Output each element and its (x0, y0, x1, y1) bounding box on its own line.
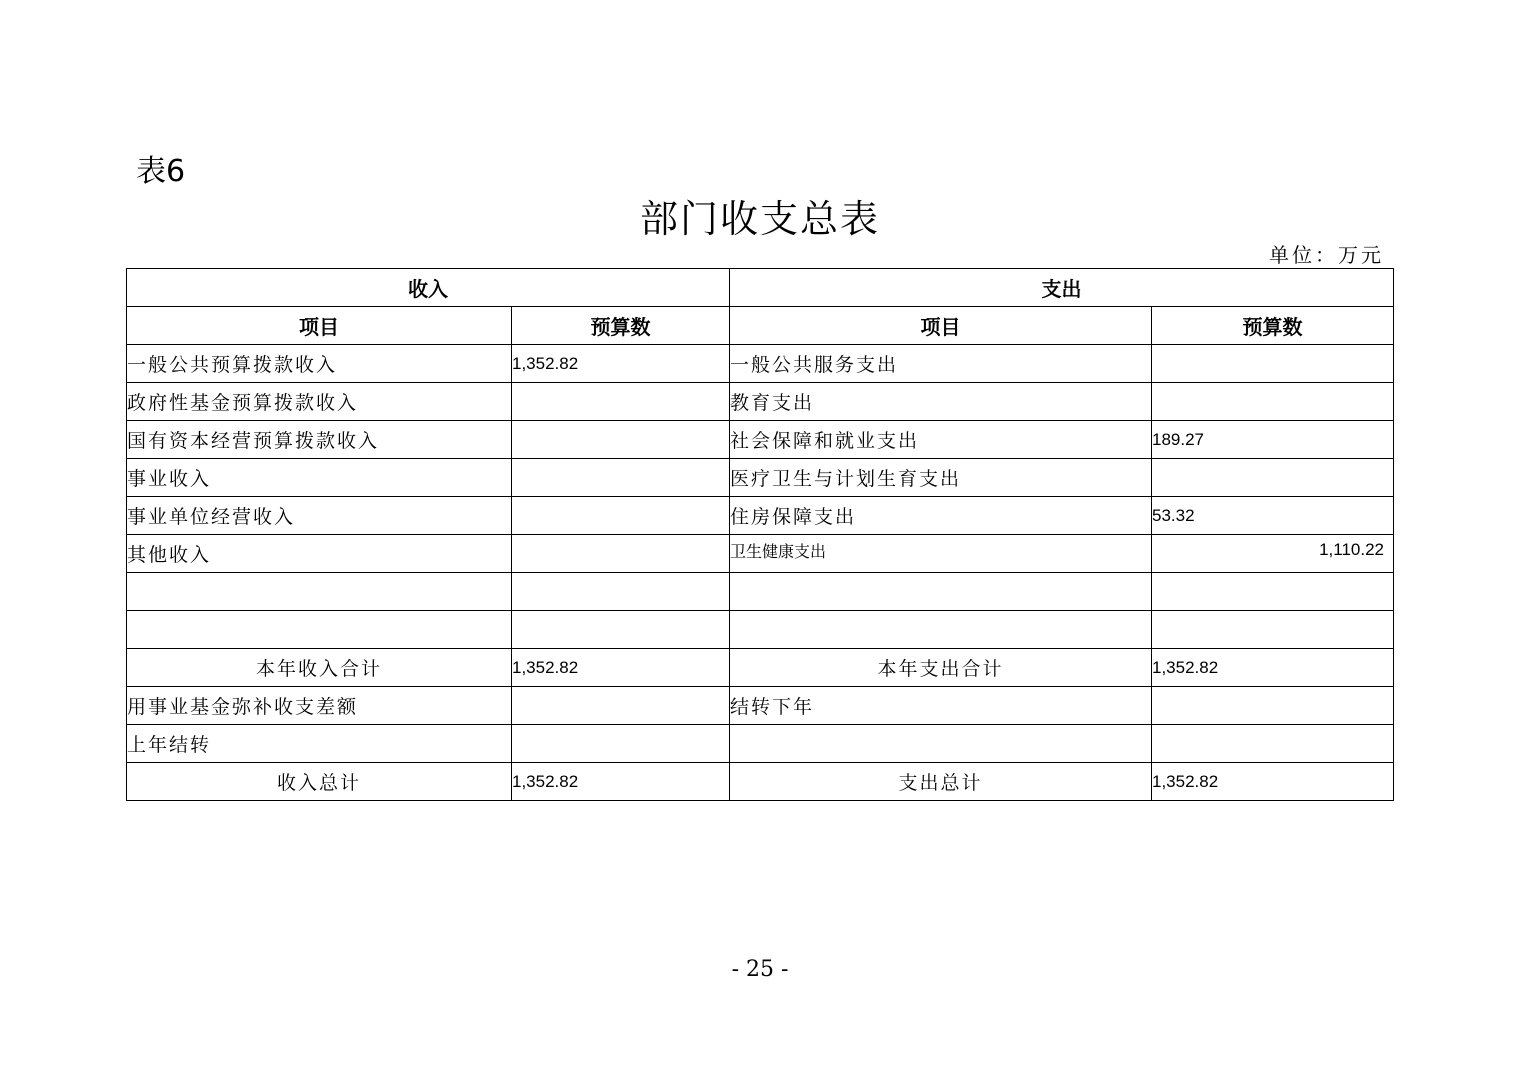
income-item: 事业收入 (127, 459, 512, 497)
table-row (127, 345, 1394, 383)
income-value (512, 535, 730, 573)
income-value: 1,352.82 (512, 649, 730, 687)
income-value (512, 687, 730, 725)
expense-value: 1,110.22 (1152, 535, 1394, 573)
table-row (127, 611, 1394, 649)
unit-label: 单位：万元 (1269, 243, 1384, 267)
expense-value (1152, 725, 1394, 763)
table-row (127, 687, 1394, 725)
expense-value: 1,352.82 (1152, 763, 1394, 801)
table-row (127, 763, 1394, 801)
expense-value: 1,352.82 (1152, 649, 1394, 687)
income-item (127, 611, 512, 649)
expense-item: 教育支出 (730, 383, 1152, 421)
expense-item: 社会保障和就业支出 (730, 421, 1152, 459)
expense-item (730, 611, 1152, 649)
expense-item (730, 573, 1152, 611)
expense-value: 53.32 (1152, 497, 1394, 535)
income-item: 国有资本经营预算拨款收入 (127, 421, 512, 459)
table-row (127, 573, 1394, 611)
table-row (127, 421, 1394, 459)
page-title: 部门收支总表 (639, 197, 880, 241)
income-budget-header: 预算数 (512, 307, 730, 345)
table-row (127, 725, 1394, 763)
income-item: 本年收入合计 (127, 649, 512, 687)
table-label: 表6 (136, 154, 186, 189)
expense-item (730, 725, 1152, 763)
expense-value (1152, 611, 1394, 649)
expense-item: 一般公共服务支出 (730, 345, 1152, 383)
income-item: 政府性基金预算拨款收入 (127, 383, 512, 421)
income-value (512, 497, 730, 535)
group-header-row (127, 269, 1394, 307)
income-value (512, 611, 730, 649)
income-item: 收入总计 (127, 763, 512, 801)
income-item: 用事业基金弥补收支差额 (127, 687, 512, 725)
expense-value: 189.27 (1152, 421, 1394, 459)
expense-item: 本年支出合计 (730, 649, 1152, 687)
expense-item: 住房保障支出 (730, 497, 1152, 535)
income-item: 一般公共预算拨款收入 (127, 345, 512, 383)
income-item-header: 项目 (127, 307, 512, 345)
table-row (127, 649, 1394, 687)
expense-value (1152, 383, 1394, 421)
income-value (512, 421, 730, 459)
budget-table (126, 268, 1394, 801)
expense-header: 支出 (730, 269, 1394, 307)
column-header-row (127, 307, 1394, 345)
income-item: 上年结转 (127, 725, 512, 763)
expense-item: 支出总计 (730, 763, 1152, 801)
expense-value (1152, 345, 1394, 383)
income-value: 1,352.82 (512, 763, 730, 801)
expense-item-header: 项目 (730, 307, 1152, 345)
income-item (127, 573, 512, 611)
income-item: 其他收入 (127, 535, 512, 573)
income-item: 事业单位经营收入 (127, 497, 512, 535)
table-row (127, 497, 1394, 535)
income-value (512, 459, 730, 497)
page-number: - 25 - (731, 957, 789, 982)
expense-budget-header: 预算数 (1152, 307, 1394, 345)
expense-item: 结转下年 (730, 687, 1152, 725)
expense-value (1152, 573, 1394, 611)
expense-item: 医疗卫生与计划生育支出 (730, 459, 1152, 497)
income-value: 1,352.82 (512, 345, 730, 383)
table-row (127, 383, 1394, 421)
income-value (512, 573, 730, 611)
income-header: 收入 (127, 269, 730, 307)
table-row (127, 459, 1394, 497)
table-row (127, 535, 1394, 573)
income-value (512, 383, 730, 421)
expense-value (1152, 459, 1394, 497)
income-value (512, 725, 730, 763)
expense-item: 卫生健康支出 (730, 535, 1152, 573)
expense-value (1152, 687, 1394, 725)
